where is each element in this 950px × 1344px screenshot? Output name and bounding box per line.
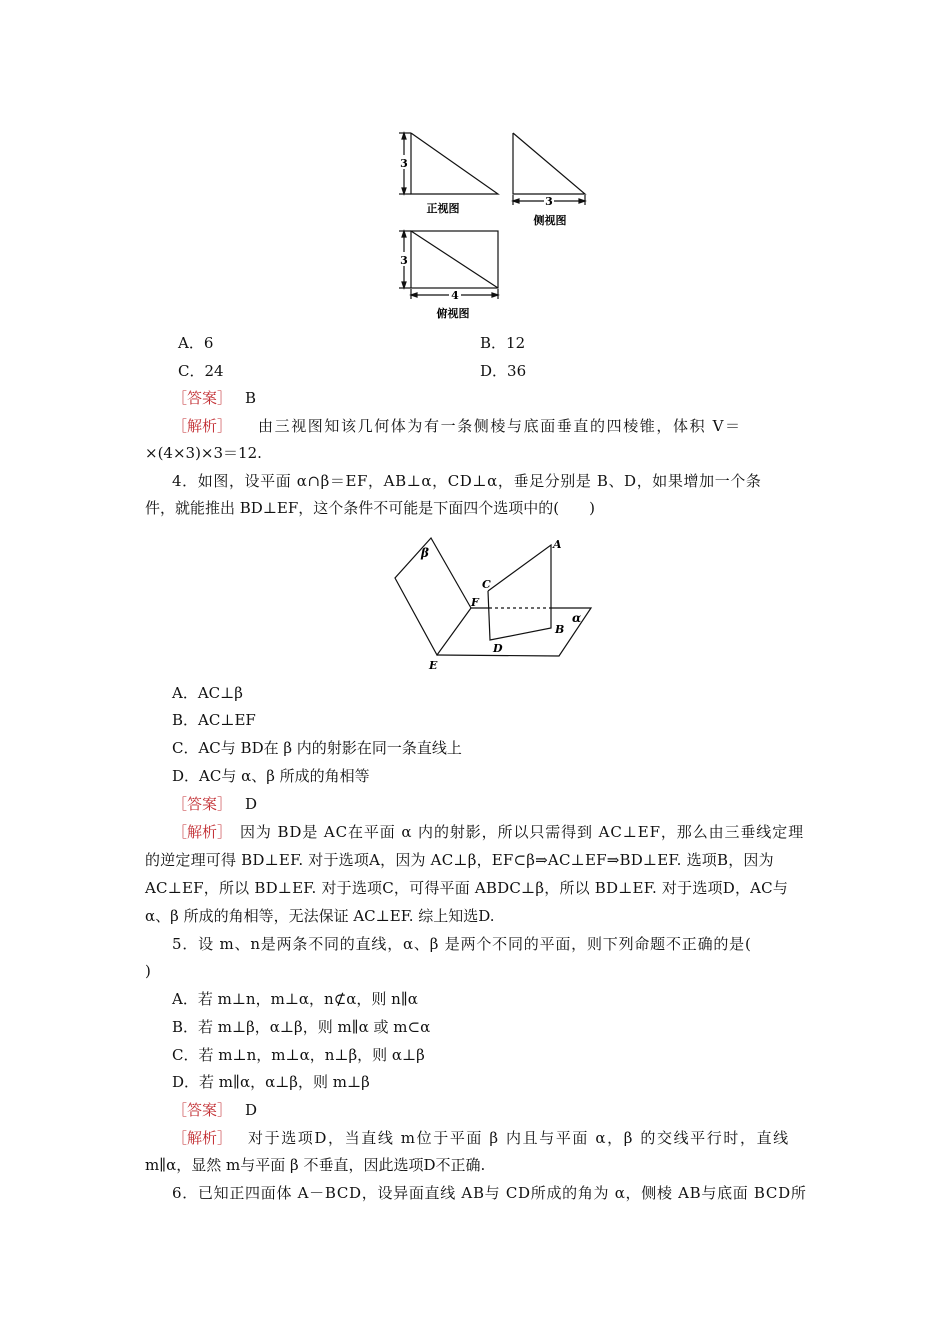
q5-option-a: A．若 m⊥n，m⊥α，n⊄α，则 n∥α xyxy=(172,990,418,1008)
front-view xyxy=(399,133,498,194)
q4-answer: D xyxy=(245,795,258,813)
three-view-figure xyxy=(385,125,595,325)
fig-label-f: F xyxy=(471,596,479,609)
q4-answer-tag: ［答案］ xyxy=(172,795,233,813)
q5-answer-tag: ［答案］ xyxy=(172,1101,233,1119)
q3-analysis-line1: 由三视图知该几何体为有一条侧棱与底面垂直的四棱锥，体积 V＝ xyxy=(258,417,742,435)
fig-label-beta: β xyxy=(421,546,429,560)
fig-label-alpha: α xyxy=(572,611,582,625)
fig-label-d: D xyxy=(493,642,503,655)
fig-label-a: A xyxy=(553,538,562,551)
q6-stem-line1: 6．已知正四面体 A－BCD，设异面直线 AB与 CD所成的角为 α，侧棱 AB与底面 BCD所 xyxy=(172,1184,807,1202)
q4-option-a: A．AC⊥β xyxy=(172,684,243,702)
q5-stem-line1: 5．设 m、n是两条不同的直线，α、β 是两个不同的平面，则下列命题不正确的是( xyxy=(172,935,752,953)
side-view-dim-width: 3 xyxy=(545,195,553,208)
side-view-label: 侧视图 xyxy=(533,214,567,227)
top-view xyxy=(399,231,498,299)
quad-abdc xyxy=(488,545,551,640)
q4-option-c: C．AC与 BD在 β 内的射影在同一条直线上 xyxy=(172,739,462,757)
q5-option-b: B．若 m⊥β，α⊥β，则 m∥α 或 m⊂α xyxy=(172,1018,431,1036)
q5-option-d: D．若 m∥α，α⊥β，则 m⊥β xyxy=(172,1073,370,1091)
q5-answer: D xyxy=(245,1101,258,1119)
q3-option-d: D．36 xyxy=(480,362,527,380)
q4-option-b: B．AC⊥EF xyxy=(172,711,256,729)
q4-analysis-line2: 的逆定理可得 BD⊥EF. 对于选项A，因为 AC⊥β，EF⊂β⇒AC⊥EF⇒BD⊥EF. 选项B，因为 xyxy=(145,851,774,869)
q5-analysis-tag: ［解析］ xyxy=(172,1129,233,1147)
q4-analysis-line3: AC⊥EF，所以 BD⊥EF. 对于选项C，可得平面 ABDC⊥β，所以 BD⊥EF. 对于选项D，AC与 xyxy=(145,879,789,897)
q5-stem-line2: ) xyxy=(145,962,151,980)
q3-option-c: C．24 xyxy=(178,362,224,380)
q3-answer-tag: ［答案］ xyxy=(172,389,233,407)
top-view-label: 俯视图 xyxy=(436,307,470,320)
q3-analysis-tag: ［解析］ xyxy=(172,417,233,435)
plane-alpha-edge xyxy=(437,608,591,656)
fig-label-e: E xyxy=(429,659,438,672)
q4-analysis-tag: ［解析］ xyxy=(172,823,233,841)
top-view-dim-width: 4 xyxy=(451,289,459,302)
q5-analysis-line1: 对于选项D，当直线 m位于平面 β 内且与平面 α，β 的交线平行时，直线 xyxy=(248,1129,790,1147)
front-view-label: 正视图 xyxy=(426,202,460,215)
fig-label-c: C xyxy=(482,578,491,591)
fig-label-b: B xyxy=(555,623,565,636)
front-view-dim-height: 3 xyxy=(400,157,408,170)
q3-analysis-line2: ×(4×3)×3＝12. xyxy=(145,444,262,462)
q5-analysis-line2: m∥α，显然 m与平面 β 不垂直，因此选项D不正确. xyxy=(145,1156,486,1174)
q3-answer: B xyxy=(245,389,257,407)
top-view-dim-height: 3 xyxy=(400,254,408,267)
q4-stem-line2: 件，就能推出 BD⊥EF，这个条件不可能是下面四个选项中的( ) xyxy=(145,499,595,517)
plane-beta xyxy=(395,538,471,655)
q4-option-d: D．AC与 α、β 所成的角相等 xyxy=(172,767,370,785)
q5-option-c: C．若 m⊥n，m⊥α，n⊥β，则 α⊥β xyxy=(172,1046,425,1064)
plane-figure xyxy=(385,530,600,675)
q3-option-a: A．6 xyxy=(178,334,214,352)
q4-stem-line1: 4．如图，设平面 α∩β＝EF，AB⊥α，CD⊥α，垂足分别是 B、D，如果增加一个条 xyxy=(172,472,762,490)
q4-analysis-line4: α、β 所成的角相等，无法保证 AC⊥EF. 综上知选D. xyxy=(145,907,495,925)
q3-option-b: B．12 xyxy=(480,334,526,352)
q4-analysis-line1: 因为 BD是 AC在平面 α 内的射影，所以只需得到 AC⊥EF，那么由三垂线定理 xyxy=(240,823,805,841)
